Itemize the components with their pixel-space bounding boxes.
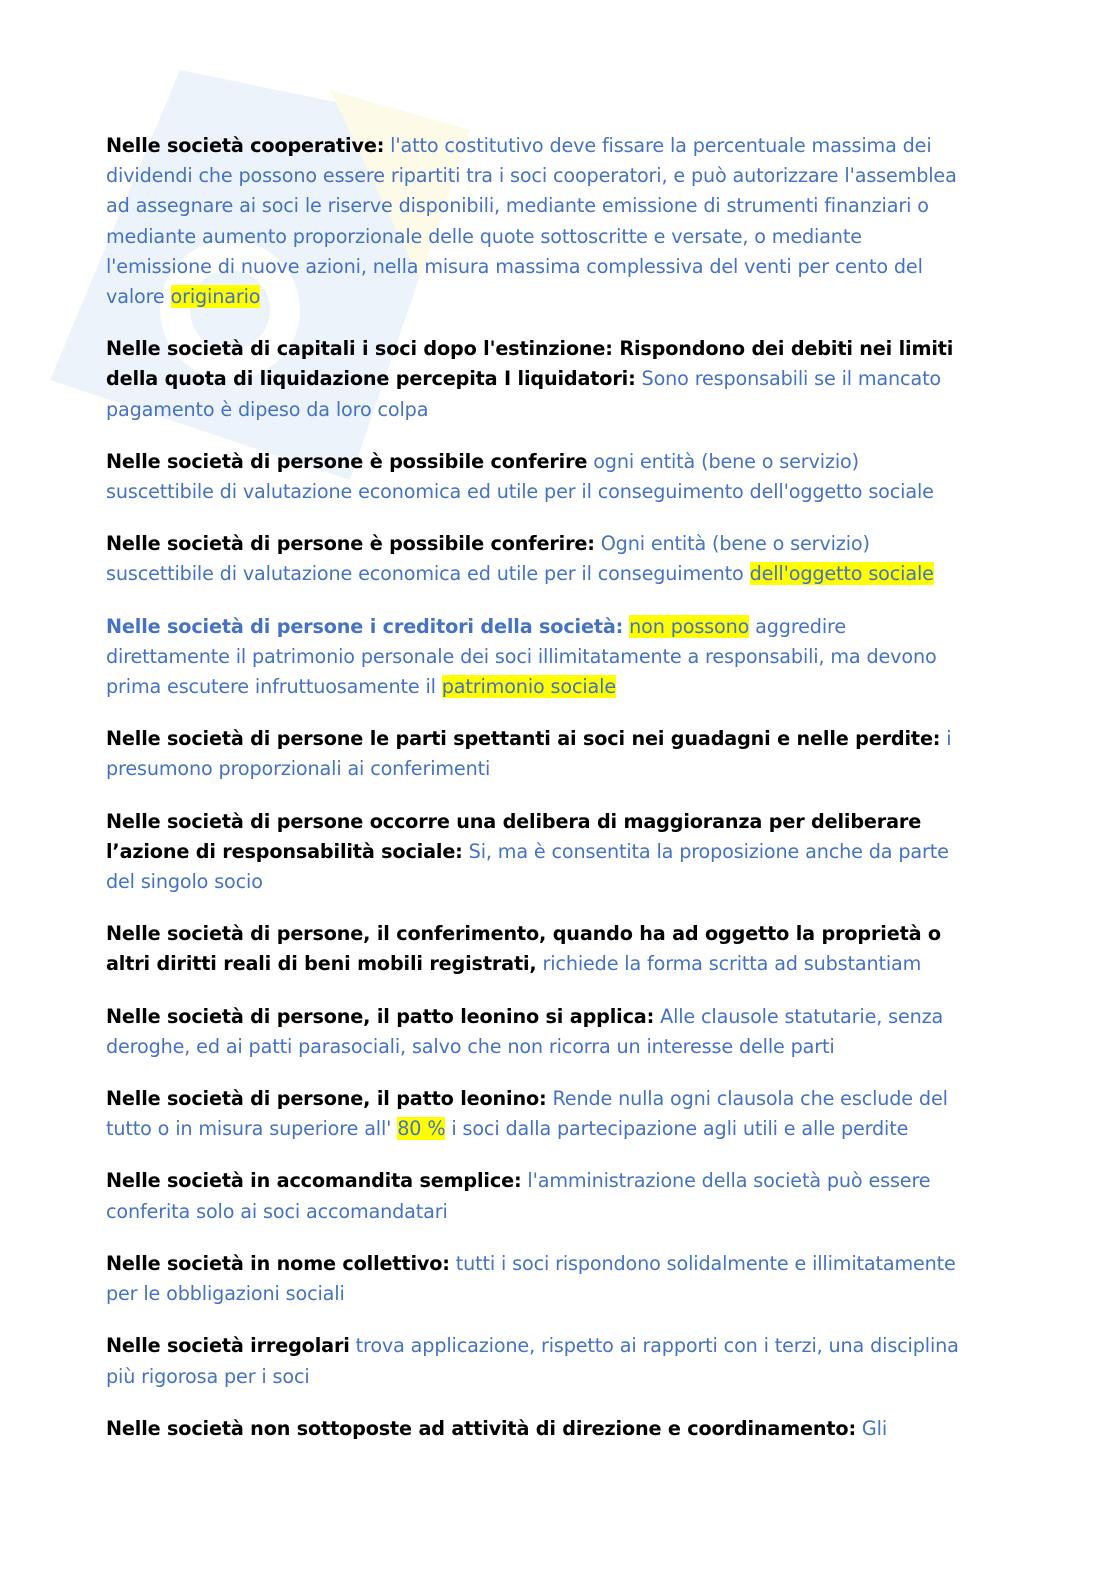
answer-text: Rende nulla ogni clausola che esclude del tutto o in misura superiore all' bbox=[106, 1087, 948, 1141]
qa-patto-leonino bbox=[106, 1084, 972, 1144]
answer-text: trova applicazione, rispetto ai rapporti con i terzi, una disciplina più rigorosa per i soci bbox=[106, 1334, 959, 1388]
document-page bbox=[106, 131, 972, 1466]
question-text: Nelle società irregolari bbox=[106, 1334, 350, 1358]
answer-text: l'amministrazione della società può essere conferita solo ai soci accomandatari bbox=[106, 1169, 931, 1223]
qa-persone-conferimento-beni bbox=[106, 919, 972, 979]
answer-text: i soci dalla partecipazione agli utili e alle perdite bbox=[445, 1117, 909, 1141]
question-text: Nelle società di persone, il patto leonino: bbox=[106, 1087, 547, 1111]
answer-text: Gli bbox=[855, 1416, 888, 1440]
qa-accomandita-semplice bbox=[106, 1166, 972, 1226]
answer-text: i presumono proporzionali ai conferimenti bbox=[106, 727, 952, 781]
question-text: Nelle società di persone le parti spettanti ai soci nei guadagni e nelle perdite: bbox=[106, 727, 941, 751]
highlighted-text: dell'oggetto sociale bbox=[749, 562, 934, 586]
highlighted-text: non possono bbox=[629, 614, 750, 638]
question-text: Nelle società di persone, il conferimento, quando ha ad oggetto la proprietà o altri diritti reali di beni mobili registrati, bbox=[106, 922, 941, 976]
qa-patto-leonino-applica bbox=[106, 1002, 972, 1062]
highlighted-text: 80 % bbox=[397, 1117, 446, 1141]
answer-text: aggredire direttamente il patrimonio personale dei soci illimitatamente a responsabili, ma devono prima escutere infruttuosamente il bbox=[106, 614, 937, 699]
answer-text: richiede la forma scritta ad substantiam bbox=[536, 952, 922, 976]
qa-persone-parti-spettanti bbox=[106, 724, 972, 784]
question-text: Nelle società di persone è possibile conferire: bbox=[106, 532, 595, 556]
qa-persone-delibera bbox=[106, 807, 972, 898]
question-text: Nelle società di persone, il patto leonino si applica: bbox=[106, 1004, 655, 1028]
qa-persone-creditori bbox=[106, 612, 972, 703]
question-text: Nelle società di persone è possibile conferire bbox=[106, 449, 588, 473]
answer-text: Ogni entità (bene o servizio) suscettibile di valutazione economica ed utile per il conseguimento bbox=[106, 532, 870, 586]
qa-non-sottoposte bbox=[106, 1414, 972, 1444]
qa-persone-conferire-1 bbox=[106, 447, 972, 507]
answer-text: ogni entità (bene o servizio) suscettibile di valutazione economica ed utile per il conseguimento dell'oggetto sociale bbox=[106, 449, 934, 504]
qa-nome-collettivo bbox=[106, 1249, 972, 1309]
answer-text: Alle clausole statutarie, senza deroghe, ed ai patti parasociali, salvo che non ricorra un interesse delle parti bbox=[106, 1004, 944, 1058]
question-text: Nelle società di capitali i soci dopo l'estinzione: Rispondono dei debiti nei limiti della quota di liquidazione percepita I liquidatori: bbox=[106, 337, 954, 391]
answer-text: Sono responsabili se il mancato pagamento è dipeso da loro colpa bbox=[106, 367, 942, 421]
qa-irregolari bbox=[106, 1331, 972, 1391]
highlighted-text: patrimonio sociale bbox=[441, 675, 617, 699]
answer-text: l'atto costitutivo deve fissare la percentuale massima dei dividendi che possono essere ripartiti tra i soci cooperatori, e può autorizzare l'assemblea ad assegnare ai soci le riserve disponibili, mediante emissione di strumenti finanziari o mediante aumento proporzionale delle quote sottoscritte e versate, o mediante l'emissione di nuove azioni, nella misura massima complessiva del venti per cento del valore bbox=[106, 134, 957, 309]
answer-text: Si, ma è consentita la proposizione anche da parte del singolo socio bbox=[106, 839, 949, 894]
qa-cooperative bbox=[106, 131, 972, 312]
question-text: Nelle società in nome collettivo: bbox=[106, 1251, 450, 1275]
question-text: Nelle società di persone occorre una delibera di maggioranza per deliberare l’azione di responsabilità sociale: bbox=[106, 809, 922, 863]
answer-text: tutti i soci rispondono solidalmente e illimitatamente per le obbligazioni sociali bbox=[106, 1251, 956, 1306]
qa-capitali-estinzione bbox=[106, 334, 972, 425]
highlighted-text: originario bbox=[170, 285, 261, 309]
question-text: Nelle società in accomandita semplice: bbox=[106, 1169, 522, 1193]
question-text: Nelle società cooperative: bbox=[106, 134, 385, 157]
question-text: Nelle società di persone i creditori della società: bbox=[106, 614, 624, 638]
qa-persone-conferire-2 bbox=[106, 529, 972, 589]
question-text: Nelle società non sottoposte ad attività di direzione e coordinamento: bbox=[106, 1416, 856, 1440]
